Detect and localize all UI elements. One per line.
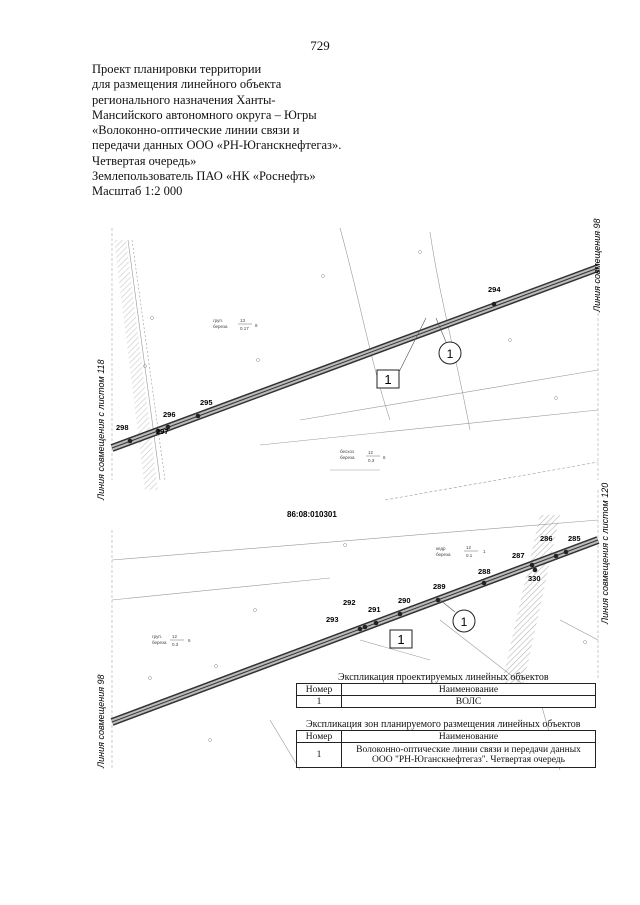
forest-note [152, 634, 191, 647]
svg-text:береза: береза [436, 552, 451, 557]
table-cell: ВОЛС [342, 696, 596, 708]
table-cell: 1 [297, 696, 342, 708]
svg-text:6: 6 [383, 455, 386, 460]
svg-text:груп.: груп. [213, 318, 224, 323]
point-label: 296 [163, 410, 176, 419]
point-label: 297 [156, 427, 169, 436]
svg-text:12: 12 [172, 634, 178, 639]
table-row [297, 696, 596, 708]
svg-text:береза: береза [213, 324, 228, 329]
point-label: 298 [116, 423, 129, 432]
point-label: 330 [528, 574, 541, 583]
svg-text:0.3: 0.3 [368, 458, 375, 463]
svg-text:0.3: 0.3 [172, 642, 179, 647]
svg-text:кедр: кедр [436, 546, 446, 551]
header-line: Проект планировки территории [92, 62, 262, 76]
table-header: Наименование [342, 731, 596, 743]
vols-corridor-upper [112, 268, 598, 448]
point-label: 292 [343, 598, 356, 607]
point-291 [374, 621, 379, 626]
header-line: «Волоконно-оптические линии связи и [92, 123, 300, 138]
table-row [297, 743, 596, 768]
point-294 [492, 302, 497, 307]
table-cell-line: Волоконно-оптические линии связи и передачи данных [356, 745, 581, 755]
point-285 [564, 550, 569, 555]
point-label: 286 [540, 534, 553, 543]
contour-lines [128, 228, 598, 500]
table-cell: 1 [297, 743, 342, 768]
point-290 [398, 612, 403, 617]
table-cell-line: ООО "РН-Юганскнефтегаз". Четвертая очередь [372, 755, 565, 765]
svg-text:8: 8 [255, 323, 258, 328]
point-label: 293 [326, 615, 339, 624]
header-line: регионального назначения Ханты- [92, 92, 276, 107]
forest-note [213, 318, 258, 331]
table-header: Номер [297, 684, 342, 696]
svg-text:1: 1 [483, 549, 486, 554]
point-label: 288 [478, 567, 491, 576]
point-label: 290 [398, 596, 411, 605]
table1-caption: Экспликация проектируемых линейных объектов [338, 672, 549, 683]
point-label: 285 [568, 534, 581, 543]
header-line: для размещения линейного объекта [92, 77, 282, 92]
svg-text:береза: береза [152, 640, 167, 645]
point-286 [554, 554, 559, 559]
point-288 [482, 581, 487, 586]
point-292 [363, 625, 368, 630]
zone-number-square-label: 1 [384, 372, 392, 387]
svg-text:груп.: груп. [152, 634, 163, 639]
page-number: 729 [310, 38, 330, 53]
alignment-line-label: Линия совмещения с листом 118 [96, 359, 106, 500]
header-line: Четвертая очередь» [92, 153, 197, 168]
svg-text:13: 13 [240, 318, 246, 323]
svg-text:бесхоз: бесхоз [340, 449, 354, 454]
object-number-circle-label: 1 [460, 615, 468, 629]
svg-text:12: 12 [368, 450, 374, 455]
alignment-line-label: Линия совмещения 98 [96, 674, 106, 768]
zone-number-square-label: 1 [397, 632, 405, 647]
svg-text:0.1: 0.1 [466, 553, 473, 558]
header-line: Мансийского автономного округа – Югры [92, 107, 317, 122]
table2-caption: Экспликация зон планируемого размещения линейных объектов [306, 719, 581, 730]
forest-note [340, 449, 386, 463]
svg-text:0.17: 0.17 [240, 326, 249, 331]
table-cell [342, 743, 596, 768]
point-label: 294 [488, 285, 501, 294]
point-287 [530, 563, 535, 568]
point-289 [436, 598, 441, 603]
point-label: 287 [512, 551, 525, 560]
svg-text:береза: береза [340, 455, 355, 460]
header-line: Масштаб 1:2 000 [92, 184, 183, 199]
point-295 [196, 414, 201, 419]
header-line: Землепользователь ПАО «НК «Роснефть» [92, 169, 316, 184]
point-label: 295 [200, 398, 213, 407]
point-label: 289 [433, 582, 446, 591]
table-planned-zones [296, 730, 596, 768]
alignment-line-label: Линия совмещения с листом 120 [600, 482, 610, 624]
cadastral-number: 86:08:010301 [287, 510, 337, 519]
point-label: 291 [368, 605, 381, 614]
forest-note [436, 545, 486, 558]
point-293 [358, 627, 363, 632]
table-projected-objects [296, 683, 596, 708]
table-header: Наименование [342, 684, 596, 696]
alignment-line-label: Линия совмещения 98 [592, 218, 602, 312]
table-header: Номер [297, 731, 342, 743]
object-number-circle-label: 1 [446, 347, 454, 361]
svg-text:12: 12 [466, 545, 472, 550]
upper-map-fragment [112, 228, 598, 500]
road-strip [114, 240, 158, 490]
point-330 [533, 568, 538, 573]
header-line: передачи данных ООО «РН-Юганскнефтегаз». [92, 138, 342, 153]
svg-text:6: 6 [188, 638, 191, 643]
point-298 [128, 439, 133, 444]
